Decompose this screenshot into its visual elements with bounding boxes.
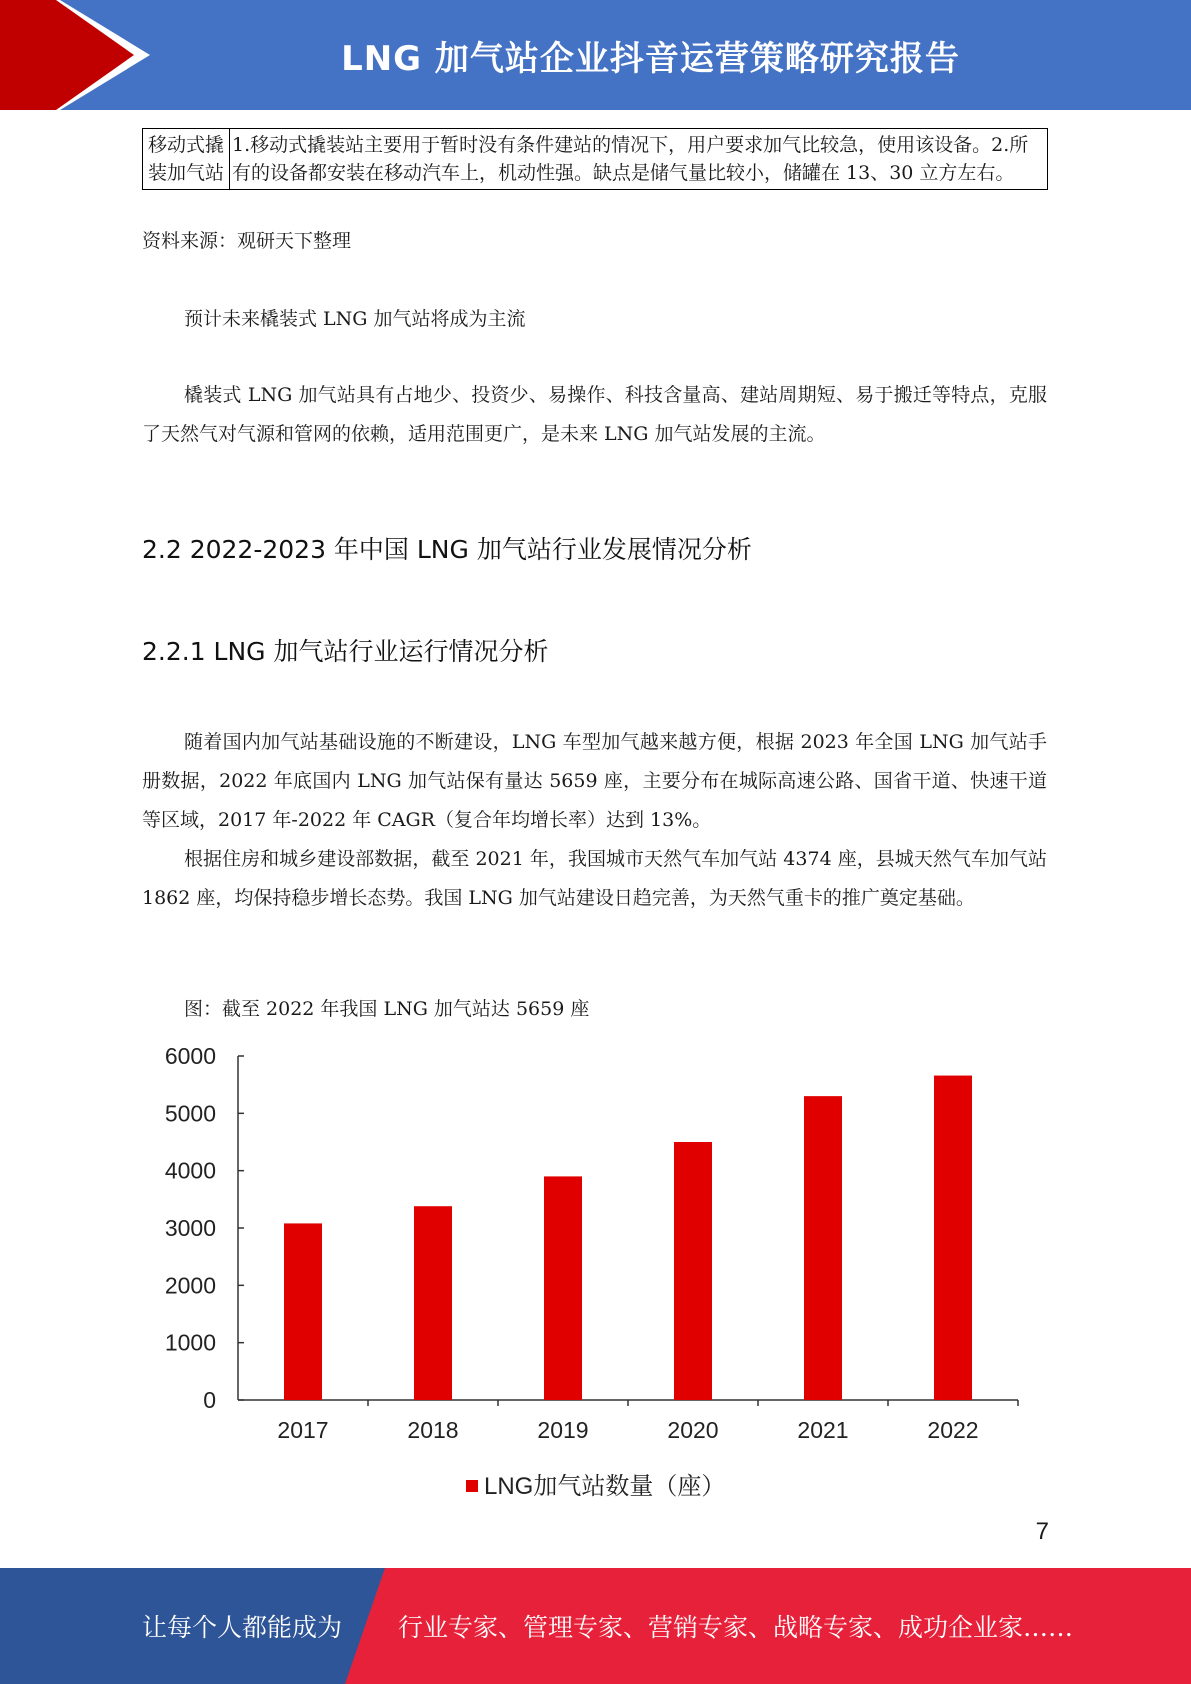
x-tick-label: 2019 bbox=[537, 1417, 589, 1443]
x-tick-label: 2021 bbox=[797, 1417, 849, 1443]
bar-2019 bbox=[544, 1176, 582, 1400]
bar-2021 bbox=[804, 1096, 842, 1400]
y-tick-label: 2000 bbox=[164, 1272, 216, 1299]
station-type-table bbox=[142, 128, 1048, 190]
table-row bbox=[143, 129, 1048, 190]
x-tick-label: 2020 bbox=[667, 1417, 719, 1443]
body-paragraph-1: 随着国内加气站基础设施的不断建设，LNG 车型加气越来越方便，根据 2023 年全国 LNG 加气站手册数据，2022 年底国内 LNG 加气站保有量达 5659 座，主要分布在城际高速公路、国省干道、快速干道等区域，2017 年-2022 年 CAGR（复合年均增长率）达到 13%。 bbox=[142, 731, 1047, 831]
y-tick-label: 1000 bbox=[164, 1329, 216, 1356]
red-chevron-icon bbox=[0, 0, 160, 110]
intro-heading: 预计未来橇装式 LNG 加气站将成为主流 bbox=[184, 308, 526, 330]
bar-2018 bbox=[414, 1206, 452, 1400]
y-tick-label: 3000 bbox=[164, 1215, 216, 1241]
x-tick-label: 2017 bbox=[277, 1417, 329, 1443]
page-footer bbox=[0, 1568, 1191, 1684]
x-tick-label: 2022 bbox=[927, 1417, 979, 1443]
source-note: 资料来源：观研天下整理 bbox=[142, 230, 352, 252]
page-header bbox=[0, 0, 1191, 110]
report-title: LNG 加气站企业抖音运营策略研究报告 bbox=[341, 38, 960, 79]
y-tick-label: 4000 bbox=[164, 1157, 216, 1184]
y-tick-label: 0 bbox=[203, 1387, 216, 1413]
page-number: 7 bbox=[1035, 1518, 1049, 1545]
y-tick-label: 6000 bbox=[164, 1043, 216, 1069]
footer-slogan: 让每个人都能成为 bbox=[142, 1613, 343, 1642]
table-cell-text: 1.移动式撬装站主要用于暂时没有条件建站的情况下，用户要求加气比较急，使用该设备。2.所有的设备都安装在移动汽车上，机动性强。缺点是储气量比较小，储罐在 13、30 立方左右。 bbox=[230, 129, 1048, 190]
bar-chart bbox=[142, 1030, 1042, 1520]
legend-label: LNG加气站数量（座） bbox=[484, 1473, 726, 1500]
bar-2020 bbox=[674, 1142, 712, 1400]
y-tick-label: 5000 bbox=[164, 1100, 216, 1127]
subsection-heading: 2.2.1 LNG 加气站行业运行情况分析 bbox=[142, 637, 549, 666]
bar-2022 bbox=[934, 1076, 972, 1400]
body-paragraph-2: 根据住房和城乡建设部数据，截至 2021 年，我国城市天然气车加气站 4374 座，县城天然气车加气站 1862 座，均保持稳步增长态势。我国 LNG 加气站建设日趋完善，为天然气重卡的推广奠定基础。 bbox=[142, 848, 1047, 909]
section-heading: 2.2 2022-2023 年中国 LNG 加气站行业发展情况分析 bbox=[142, 535, 752, 564]
footer-roles: 行业专家、管理专家、营销专家、战略专家、成功企业家…… bbox=[398, 1613, 1074, 1642]
x-tick-label: 2018 bbox=[407, 1417, 459, 1443]
table-cell-label: 移动式撬装加气站 bbox=[143, 129, 230, 190]
intro-paragraph: 橇装式 LNG 加气站具有占地少、投资少、易操作、科技含量高、建站周期短、易于搬迁等特点，克服了天然气对气源和管网的依赖，适用范围更广，是未来 LNG 加气站发展的主流。 bbox=[142, 384, 1047, 445]
bar-2017 bbox=[284, 1223, 322, 1400]
legend-swatch bbox=[466, 1480, 478, 1492]
figure-caption: 图：截至 2022 年我国 LNG 加气站达 5659 座 bbox=[184, 998, 590, 1020]
